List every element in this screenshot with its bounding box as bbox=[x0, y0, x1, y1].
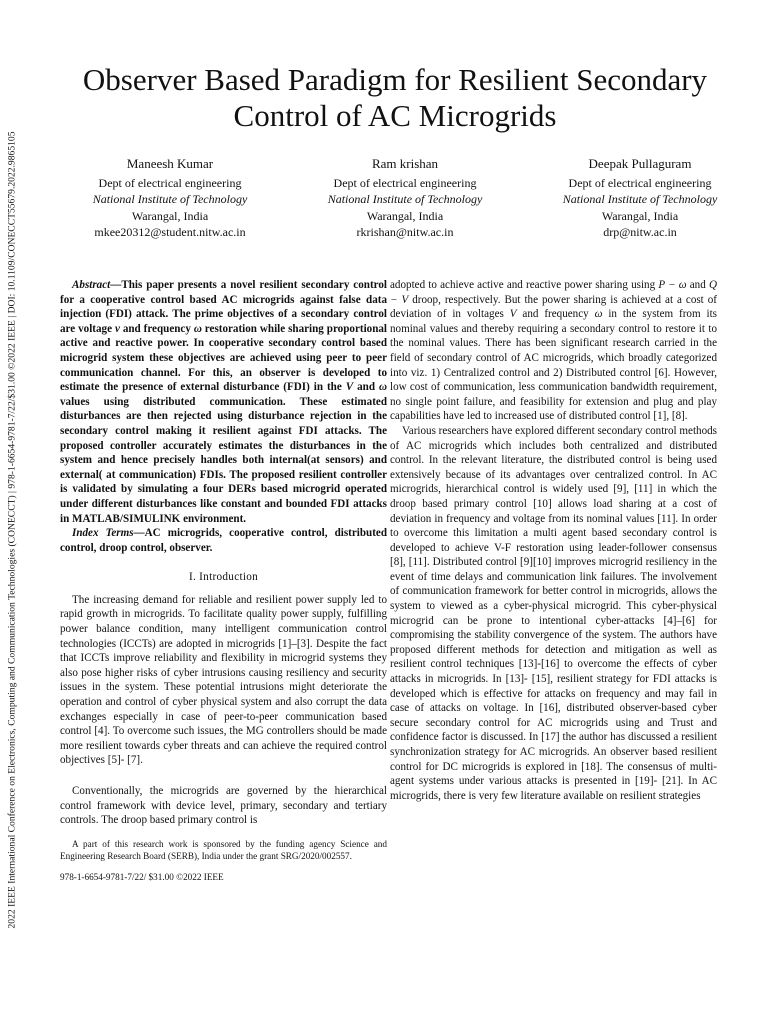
math-omega: ω bbox=[378, 381, 387, 394]
author-block bbox=[60, 156, 750, 241]
author-institute: National Institute of Technology bbox=[92, 192, 248, 206]
author-location: Warangal, India bbox=[131, 208, 209, 223]
author-name: Maneesh Kumar bbox=[126, 156, 214, 171]
doi-sidebar bbox=[2, 80, 22, 980]
body-paragraph: Conventionally, the microgrids are governed by the hierarchical control framework with device level, primary, secondary and tertiary controls. The droop based primary control is bbox=[60, 785, 387, 827]
author-3 bbox=[530, 156, 750, 241]
author-dept: Dept of electrical engineering bbox=[333, 175, 477, 190]
right-column bbox=[390, 278, 717, 803]
abstract-text: and frequency bbox=[119, 322, 194, 335]
math-v: v bbox=[114, 322, 120, 335]
abstract bbox=[60, 278, 387, 526]
author-dept: Dept of electrical engineering bbox=[568, 175, 712, 190]
math-p-omega: P − ω bbox=[658, 279, 687, 291]
abstract-text: and bbox=[353, 381, 379, 394]
footnote bbox=[60, 838, 387, 862]
author-1 bbox=[60, 156, 280, 241]
index-terms bbox=[60, 526, 387, 555]
math-q-v: Q − V bbox=[390, 279, 717, 306]
body-text: in the system from its nominal values and thereby requiring a secondary control to restore it to the nominal values. There has been significant research carried in the field of secondary control of AC microgrids, which broadly categorized into viz. 1) Centralized control and 2) Distributed control [6]. However, low cost of communication, less communication bandwidth requirement, no single point failure, and feasibility for extension and plug and play capabilities have led to increased use of distributed control [1], [8]. bbox=[390, 308, 717, 423]
math-omega: ω bbox=[594, 308, 603, 321]
body-text: droop, respectively. But the power sharing is achieved at a cost of deviation of in voltages bbox=[390, 293, 717, 321]
math-V: V bbox=[509, 308, 517, 321]
author-location: Warangal, India bbox=[601, 208, 679, 223]
index-terms-text: —AC microgrids, cooperative control, distributed control, droop control, observer. bbox=[60, 527, 387, 554]
author-name: Ram krishan bbox=[371, 156, 439, 171]
math-omega: ω bbox=[193, 322, 202, 335]
index-terms-label: Index Terms bbox=[72, 527, 134, 540]
author-email: mkee20312@student.nitw.ac.in bbox=[94, 225, 246, 239]
section-heading-introduction: I. Introduction bbox=[188, 571, 259, 584]
body-text: adopted to achieve active and reactive power sharing using bbox=[390, 279, 659, 291]
author-institute: National Institute of Technology bbox=[562, 192, 718, 206]
abstract-text: values using distributed communication. These estimated disturbances are then rejected using disturbance rejection in the secondary control making it resilient against FDI attacks. The proposed controller accurately estimates the disturbances in the system and hence precisely handles both internal(at sensors) and external( at communication) FDIs. The proposed resilient controller is validated by simulating a four DERs based microgrid operated under different disturbances like constant and bounded FDI attacks in MATLAB/SIMULINK environment. bbox=[60, 395, 387, 525]
author-location: Warangal, India bbox=[366, 208, 444, 223]
author-institute: National Institute of Technology bbox=[327, 192, 483, 206]
body-paragraph: The increasing demand for reliable and resilient power supply led to rapid growth in microgrids. To facilitate quality power supply, fulfilling power balance condition, many intelligent communication control technologies (ICCTs) are adopted in microgrids [1]–[3]. Despite the fact that ICCTs improve reliability and flexibility in microgrid systems they also pose higher risks of cyber intrusions causing resiliency and security issues in the system. These potential intrusions might deteriorate the operation and control of cyber physical system and also corrupt the data exchanges especially in case of peer-to-peer communication based control [4]. To overcome such issues, the MG controllers should be made more resilient towards cyber threats and can achieve the required control objectives [5]- [7]. bbox=[60, 593, 387, 767]
body-paragraph bbox=[390, 278, 717, 424]
body-text: and frequency bbox=[516, 308, 595, 321]
author-dept: Dept of electrical engineering bbox=[98, 175, 242, 190]
footnote-text: A part of this research work is sponsored by the funding agency Science and Engineering Research Board (SERB), India under the grant SRG/2020/002557. bbox=[60, 838, 387, 861]
abstract-text: restoration while sharing proportional active and reactive power. In cooperative secondary control based microgrid system these objectives are achieved using peer to peer communication channel. For this, an observer is developed to estimate the presence of external disturbance (FDI) in the bbox=[60, 322, 387, 394]
author-email: rkrishan@nitw.ac.in bbox=[356, 225, 454, 239]
paper-title: Observer Based Paradigm for Resilient Secondary Control of AC Microgrids bbox=[82, 62, 708, 133]
body-paragraph: Various researchers have explored different secondary control methods of AC microgrids which includes both centralized and distributed control. In the relevant literature, the distributed control is being used extensively because of its advantages over centralized control. In AC microgrids, hierarchical control is widely used [9], [11] in which the droop based primary control [10] allows load sharing at a cost of deviation in frequency and voltage from its nominal values [11]. In order to overcome this limitation a multi agent based secondary control is developed to achieve V-F restoration using leader-follower consensus [8], [11]. Distributed control [9][10] improves microgrid resiliency in the event of time delays and communication link failures. The involvement of communication framework for better control in microgrids, allows the system to viewed as a cyber-physical microgrid. This cyber-physical microgrid can be prone to intentional cyber-attacks [4]–[6] for compromising the stability convergence of the system. The authors have proposed different methods for detection and mitigation as well as resilient control techniques [13]-[16] to overcome the effects of cyber attacks in microgrids. In [13]- [15], resilient strategy for FDI attacks is developed which is effective for attacks on frequency and may fail in case of attacks on voltage. In [16], distributed observer-based cyber secure secondary control for AC microgrids using and Trust and confidence factor is discussed. In [17] the author has discussed a resilient synchronization strategy for AC microgrids. An observer based resilient control for DC microgrids is explored in [18]. The consensus of multi-agent systems under various attacks is presented in [19]- [21]. In AC microgrids, there is very few literature available on resilient strategies bbox=[390, 424, 717, 802]
author-email: drp@nitw.ac.in bbox=[603, 225, 677, 239]
left-column bbox=[60, 278, 387, 884]
author-name: Deepak Pullaguram bbox=[588, 156, 692, 171]
copyright-line: 978-1-6654-9781-7/22/ $31.00 ©2022 IEEE bbox=[60, 871, 224, 882]
abstract-label: Abstract bbox=[72, 279, 111, 291]
body-text: and bbox=[686, 279, 709, 291]
abstract-text: —This paper presents a novel resilient secondary control for a cooperative control based AC microgrids against false data injection (FDI) attack. The prime objectives of a secondary control are voltage bbox=[60, 279, 387, 335]
doi-sidebar-text: 2022 IEEE International Conference on Electronics, Computing and Communication Technologies (CONECCT) | 978-1-6654-9781-7/22/$31.00 ©2022 IEEE | DOI: 10.1109/CONECCT55679.2022.9865105 bbox=[6, 131, 18, 929]
math-V: V bbox=[345, 381, 354, 394]
author-2 bbox=[295, 156, 515, 241]
